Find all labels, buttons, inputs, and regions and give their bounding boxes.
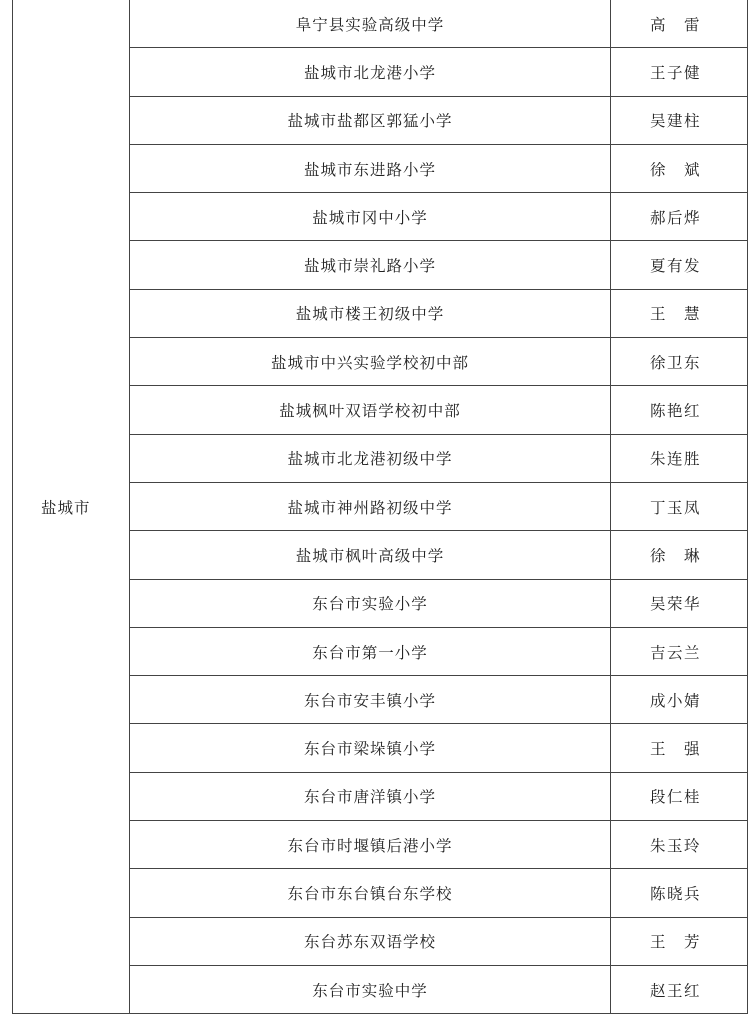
school-table [12, 0, 748, 1014]
school-cell: 盐城市冈中小学 [130, 193, 611, 241]
school-cell: 盐城市枫叶高级中学 [130, 531, 611, 579]
name-cell: 徐卫东 [611, 338, 748, 386]
name-cell: 吴荣华 [611, 579, 748, 627]
table-body [13, 0, 748, 1014]
name-cell: 高 雷 [611, 0, 748, 48]
name-cell: 陈艳红 [611, 386, 748, 434]
name-cell: 王 慧 [611, 289, 748, 337]
name-cell: 丁玉凤 [611, 482, 748, 530]
name-cell: 朱连胜 [611, 434, 748, 482]
school-cell: 阜宁县实验高级中学 [130, 0, 611, 48]
name-cell: 段仁桂 [611, 772, 748, 820]
school-cell: 盐城市东进路小学 [130, 144, 611, 192]
school-cell: 盐城市中兴实验学校初中部 [130, 338, 611, 386]
school-cell: 东台市安丰镇小学 [130, 676, 611, 724]
school-cell: 东台苏东双语学校 [130, 917, 611, 965]
school-cell: 东台市东台镇台东学校 [130, 869, 611, 917]
name-cell: 赵王红 [611, 965, 748, 1013]
school-cell: 东台市时堰镇后港小学 [130, 821, 611, 869]
name-cell: 朱玉玲 [611, 821, 748, 869]
school-cell: 盐城市崇礼路小学 [130, 241, 611, 289]
name-cell: 陈晓兵 [611, 869, 748, 917]
name-cell: 徐 琳 [611, 531, 748, 579]
school-cell: 盐城市神州路初级中学 [130, 482, 611, 530]
name-cell: 成小婧 [611, 676, 748, 724]
name-cell: 王子健 [611, 48, 748, 96]
school-cell: 盐城枫叶双语学校初中部 [130, 386, 611, 434]
school-cell: 东台市唐洋镇小学 [130, 772, 611, 820]
name-cell: 王 芳 [611, 917, 748, 965]
school-cell: 盐城市楼王初级中学 [130, 289, 611, 337]
school-cell: 盐城市盐都区郭猛小学 [130, 96, 611, 144]
name-cell: 王 强 [611, 724, 748, 772]
school-cell: 东台市实验中学 [130, 965, 611, 1013]
school-cell: 东台市第一小学 [130, 627, 611, 675]
school-cell: 盐城市北龙港小学 [130, 48, 611, 96]
name-cell: 吴建柱 [611, 96, 748, 144]
name-cell: 夏有发 [611, 241, 748, 289]
name-cell: 吉云兰 [611, 627, 748, 675]
school-cell: 盐城市北龙港初级中学 [130, 434, 611, 482]
name-cell: 郝后烨 [611, 193, 748, 241]
region-cell: 盐城市 [13, 0, 130, 1014]
school-cell: 东台市梁垛镇小学 [130, 724, 611, 772]
school-cell: 东台市实验小学 [130, 579, 611, 627]
table-row [13, 0, 748, 48]
name-cell: 徐 斌 [611, 144, 748, 192]
